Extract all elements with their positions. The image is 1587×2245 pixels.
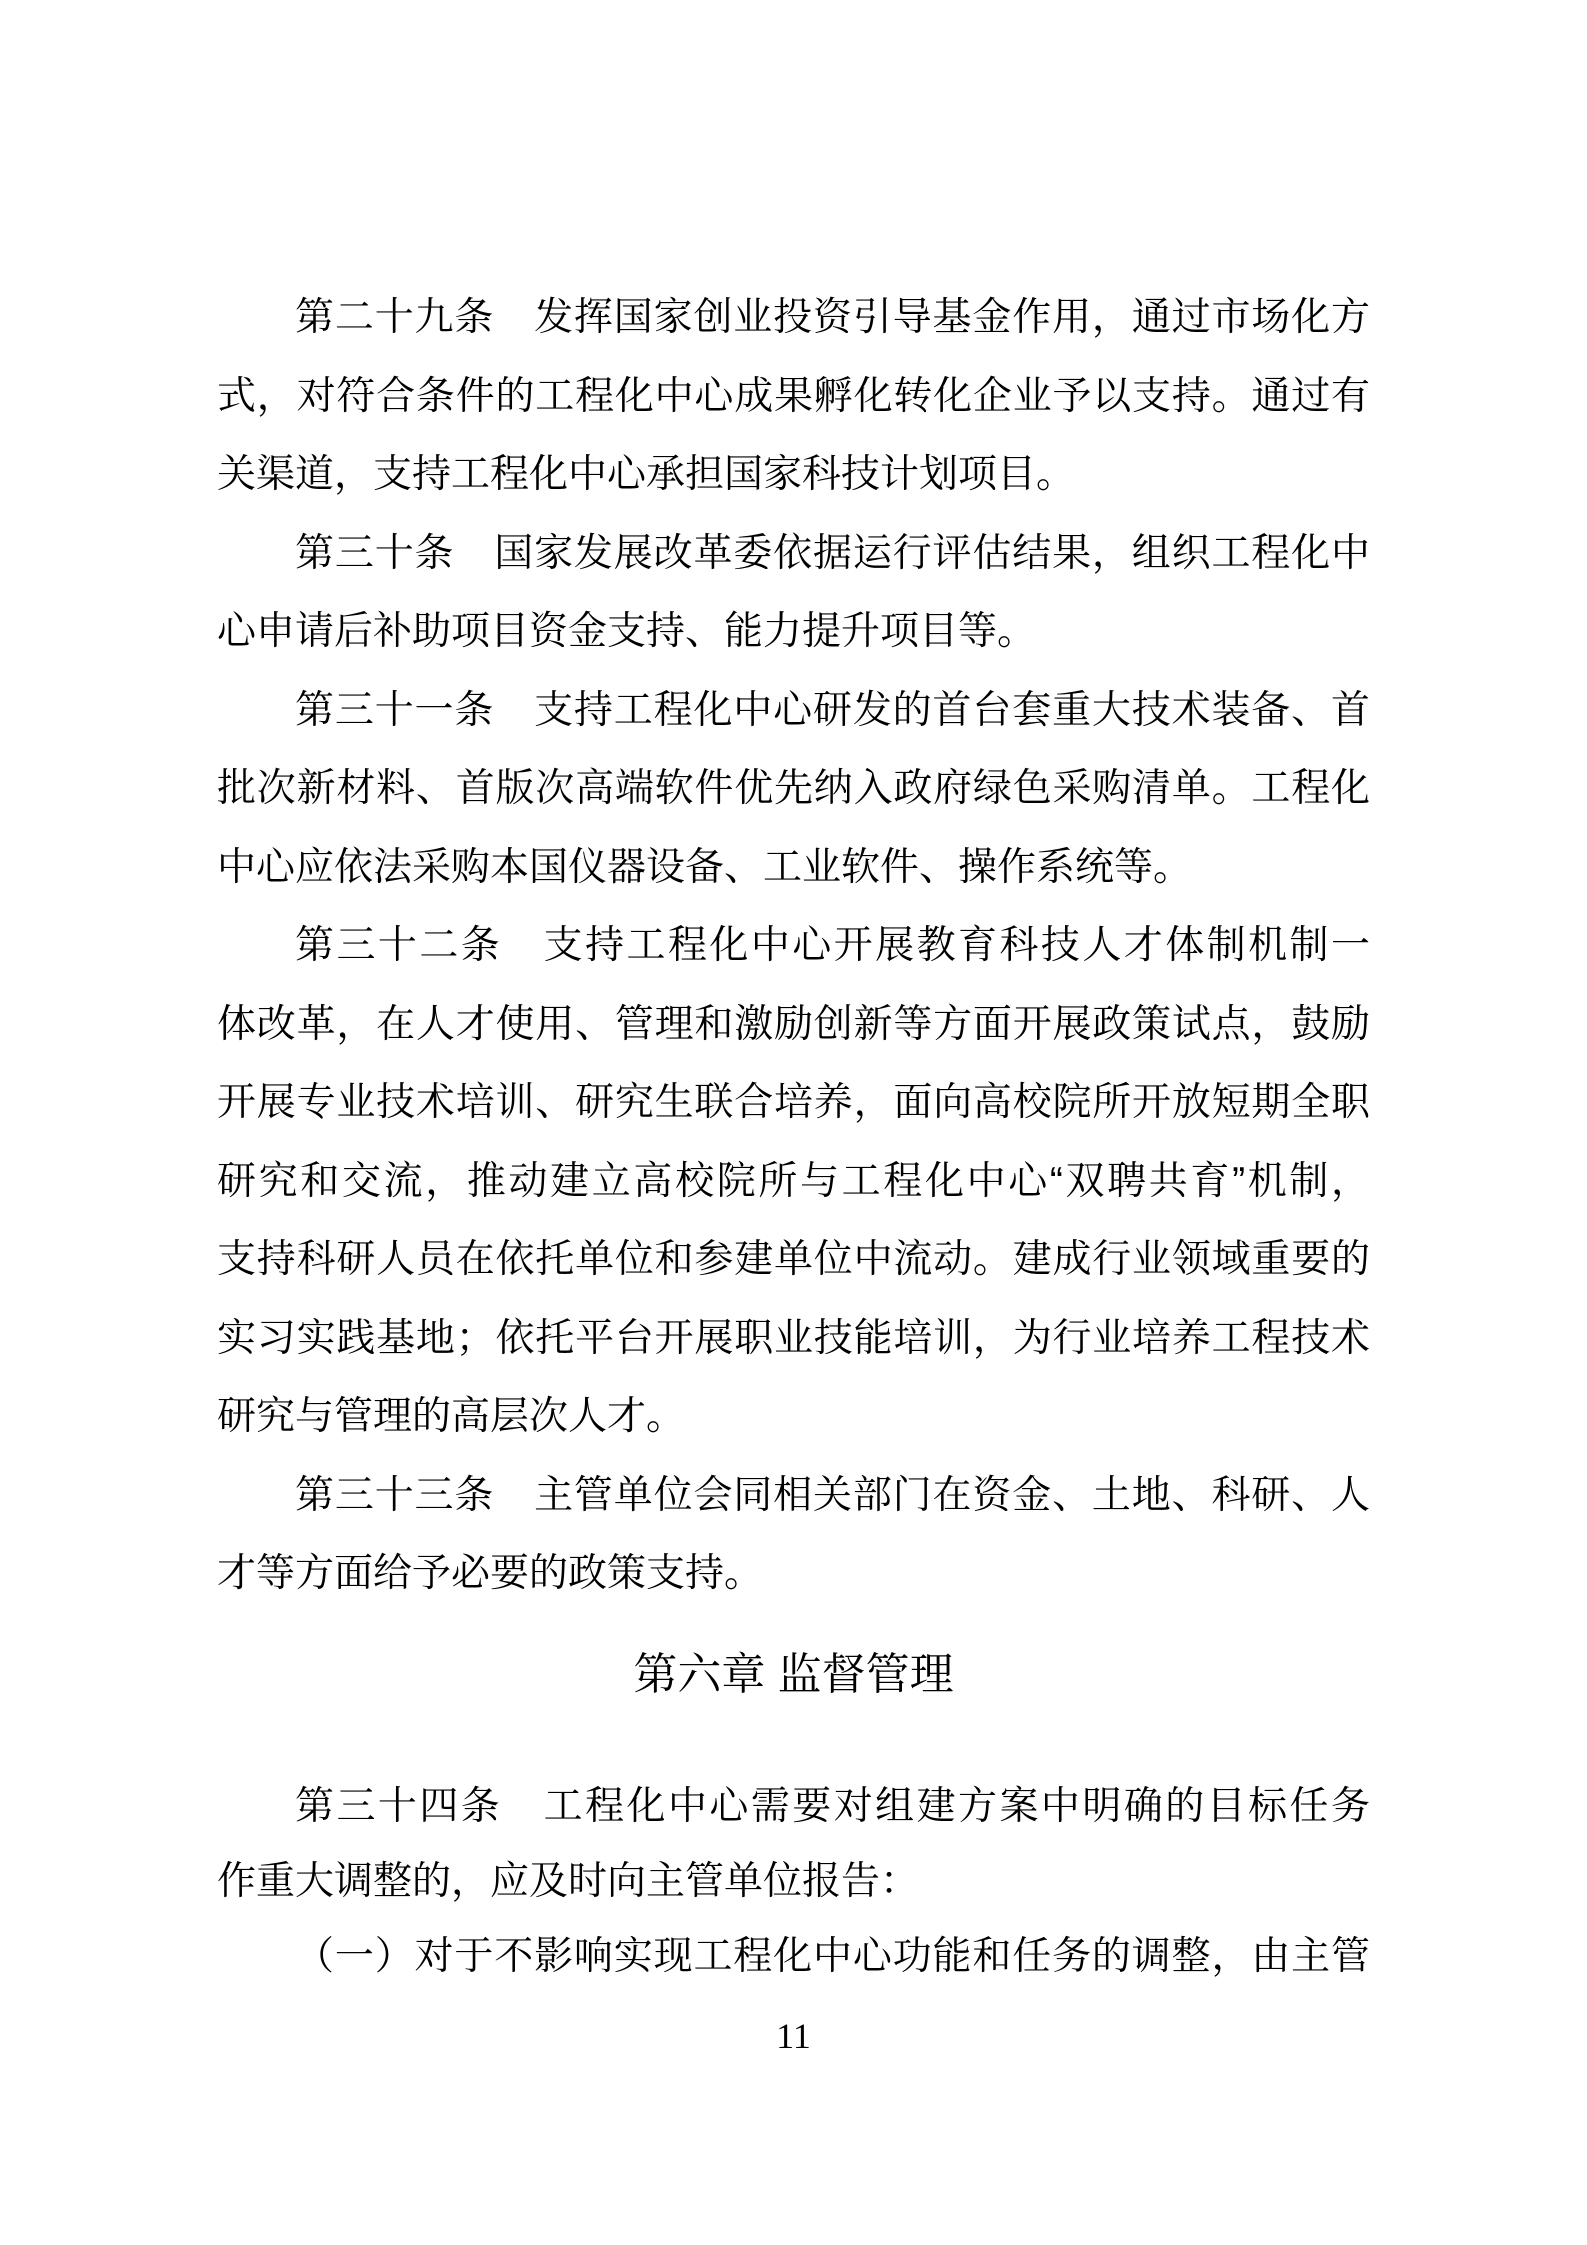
body-line: 批次新材料、首版次高端软件优先纳入政府绿色采购清单。工程化 — [217, 767, 1370, 810]
body-line: 实习实践基地；依托平台开展职业技能培训，为行业培养工程技术 — [217, 1316, 1370, 1360]
body-line: 心申请后补助项目资金支持、能力提升项目等。 — [217, 610, 1037, 653]
body-line: 关渠道，支持工程化中心承担国家科技计划项目。 — [217, 453, 1076, 496]
body-line: 第二十九条 发挥国家创业投资引导基金作用，通过市场化方 — [295, 296, 1370, 339]
body-line: （一）对于不影响实现工程化中心功能和任务的调整，由主管 — [295, 1935, 1370, 1978]
body-line: 第三十三条 主管单位会同相关部门在资金、土地、科研、人 — [295, 1473, 1370, 1517]
body-line: 式，对符合条件的工程化中心成果孵化转化企业予以支持。通过有 — [217, 374, 1370, 418]
body-text-block-1 — [217, 279, 1370, 1614]
body-line: 研究与管理的高层次人才。 — [217, 1395, 686, 1438]
body-line: 开展专业技术培训、研究生联合培养，面向高校院所开放短期全职 — [217, 1081, 1370, 1124]
body-line: 第三十四条 工程化中心需要对组建方案中明确的目标任务 — [295, 1785, 1370, 1828]
body-line: 第三十一条 支持工程化中心研发的首台套重大技术装备、首 — [295, 688, 1370, 732]
body-line: 研究和交流，推动建立高校院所与工程化中心“双聘共育”机制， — [217, 1159, 1370, 1203]
body-line: 中心应依法采购本国仪器设备、工业软件、操作系统等。 — [217, 845, 1193, 889]
body-line: 第三十条 国家发展改革委依据运行评估结果，组织工程化中 — [295, 531, 1370, 575]
body-line: 支持科研人员在依托单位和参建单位中流动。建成行业领域重要的 — [217, 1238, 1370, 1281]
chapter-heading: 第六章 监督管理 — [633, 1650, 954, 1699]
body-text-block-2 — [217, 1769, 1370, 1994]
body-line: 作重大调整的，应及时向主管单位报告： — [217, 1860, 920, 1903]
body-line: 体改革，在人才使用、管理和激励创新等方面开展政策试点，鼓励 — [217, 1002, 1370, 1046]
body-line: 第三十二条 支持工程化中心开展教育科技人才体制机制一 — [295, 924, 1370, 967]
page-number: 11 — [776, 2016, 811, 2056]
body-line: 才等方面给予必要的政策支持。 — [217, 1552, 764, 1595]
